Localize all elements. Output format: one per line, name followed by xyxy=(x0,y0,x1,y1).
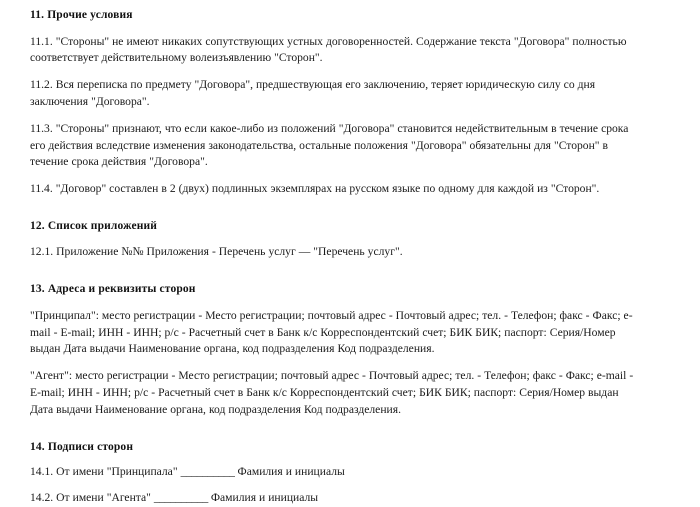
section-heading-12: 12. Список приложений xyxy=(30,219,158,232)
clause-11-4: 11.4. "Договор" составлен в 2 (двух) подлинных экземплярах на русском языке по одному для каждой из "Сторон". xyxy=(30,182,600,196)
clause-11-1: 11.1. "Стороны" не имеют никаких сопутствующих устных договоренностей. Содержание текста "Договора" полностью соответствует действительному волеизъявлению "Сторон". xyxy=(30,34,627,65)
clause-11-2: 11.2. Вся переписка по предмету "Договора", предшествующая его заключению, теряет юридическую силу со дня заключения "Договора". xyxy=(30,78,596,108)
section-heading-13: 13. Адреса и реквизиты сторон xyxy=(30,283,196,296)
signature-agent-prefix: 14.2. От имени "Агента" xyxy=(30,490,151,504)
signature-agent-blank: __________ xyxy=(153,490,208,504)
party-details-principal: "Принципал": место регистрации - Место регистрации; почтовый адрес - Почтовый адрес; тел. - Телефон; факс - Факс; e-mail - E-mail; ИНН - ИНН; р/с - Расчетный счет в Банк к/с Корреспондентский счет; БИК БИК; паспорт: Серия/Номер выдан Дата выдачи Наименование органа, код подразделения Код подразделения. xyxy=(30,308,633,356)
clause-12-1: 12.1. Приложение №№ Приложения - Перечень услуг — "Перечень услуг". xyxy=(30,245,403,259)
signature-principal-prefix: 14.1. От имени "Принципала" xyxy=(30,465,178,479)
signature-principal-suffix: Фамилия и инициалы xyxy=(237,465,345,479)
signature-agent-suffix: Фамилия и инициалы xyxy=(210,490,319,504)
section-heading-14: 14. Подписи сторон xyxy=(30,440,134,453)
signature-line-principal xyxy=(30,464,642,481)
party-details-agent: "Агент": место регистрации - Место регистрации; почтовый адрес - Почтовый адрес; тел. - Телефон; факс - Факс; e-mail - E-mail; ИНН - ИНН; р/с - Расчетный счет в Банк к/с Корреспондентский счет; БИК БИК; паспорт: Серия/Номер выдан Дата выдачи Наименование органа, код подразделения Код подразделения. xyxy=(30,369,634,416)
clause-11-3: 11.3. "Стороны" признают, что если какое-либо из положений "Договора" становится недействительным в течение срока его действия вследствие изменения законодательства, остальные положения "Договора" обязательны для "Сторон" в течение срока действия "Договора". xyxy=(30,121,629,169)
section-heading-11: 11. Прочие условия xyxy=(30,9,133,21)
signature-line-agent xyxy=(30,490,642,507)
signature-principal-blank: __________ xyxy=(180,465,235,479)
